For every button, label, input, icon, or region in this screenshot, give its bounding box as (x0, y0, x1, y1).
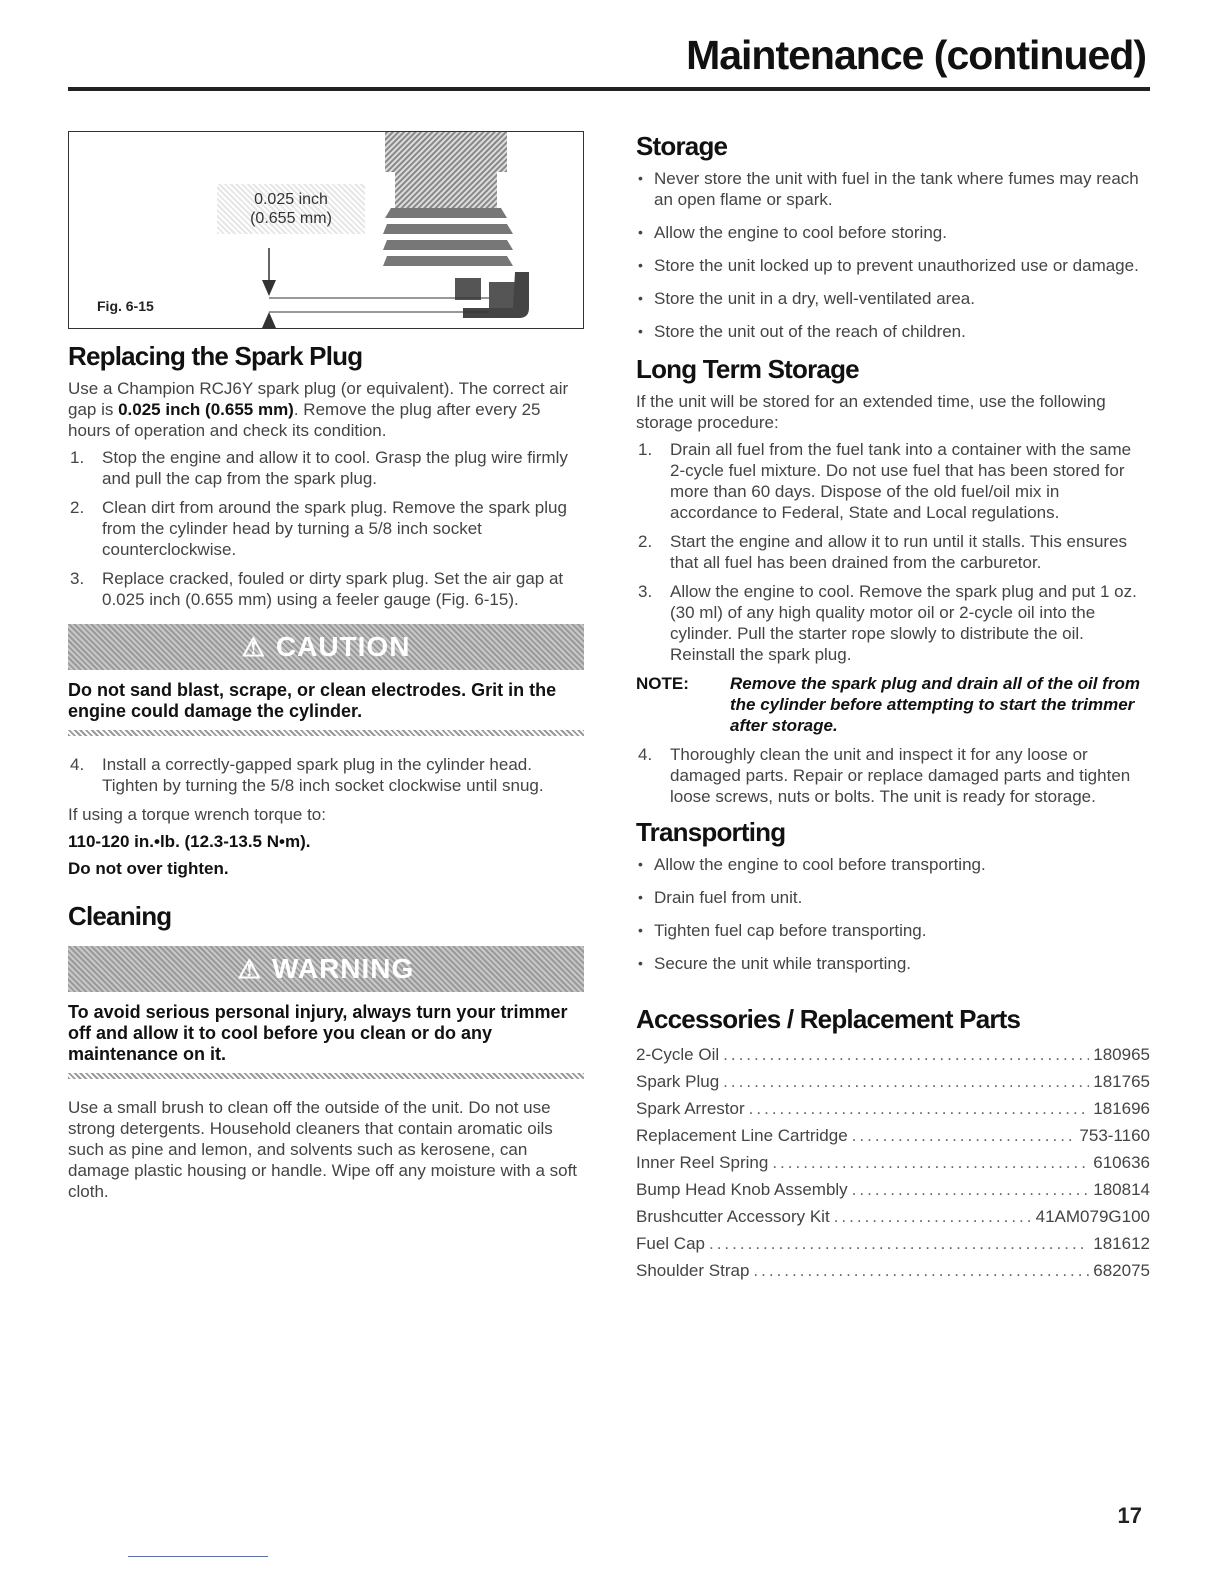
caution-rule (68, 730, 584, 736)
list-item (636, 1230, 1150, 1257)
torque-intro: If using a torque wrench torque to: (68, 805, 326, 824)
warning-text: To avoid serious personal injury, always turn your trimmer off and allow it to cool before you clean or do any maintenance on it. (68, 1002, 568, 1064)
leader-dots (749, 1095, 1090, 1122)
list-item (636, 744, 1150, 807)
part-name: 2-Cycle Oil (636, 1045, 720, 1064)
spark-plug-steps (68, 447, 584, 610)
list-item (636, 531, 1150, 573)
header-rule (68, 87, 1150, 91)
long-term-intro: If the unit will be stored for an extended time, use the following storage procedure: (636, 392, 1106, 432)
step-text: Drain all fuel from the fuel tank into a container with the same 2-cycle fuel mixture. Do not use fuel that has been stored for more than 60 days. Dispose of the old fuel/oil mix in accordance to Federal, State and Local regulations. (670, 440, 1132, 522)
warning-triangle-icon: ⚠ (237, 953, 262, 984)
note-text: Remove the spark plug and drain all of the oil from the cylinder before attempting to start the trimmer after storage. (730, 674, 1140, 735)
intro-text-b: . Remove the plug after every 25 hours of operation and check its condition. (68, 400, 541, 440)
long-term-step-4 (636, 744, 1150, 807)
step-number: 1. (70, 448, 85, 467)
intro-gap-bold: 0.025 inch (0.655 mm) (118, 400, 294, 419)
list-item (636, 439, 1150, 523)
part-name: Spark Plug (636, 1072, 720, 1091)
step-number: 2. (70, 498, 85, 517)
list-item: • Allow the engine to cool before transporting. (636, 854, 1150, 875)
transporting-bullets (636, 854, 1150, 974)
cleaning-body: Use a small brush to clean off the outside of the unit. Do not use strong detergents. Household cleaners that contain aromatic oils such as pine and lemon, and solvents such as kerosene, can damage plastic housing or handle. Wipe off any moisture with a soft cloth. (68, 1098, 578, 1201)
part-name: Replacement Line Cartridge (636, 1126, 848, 1145)
page-number: 17 (1117, 1503, 1142, 1528)
spark-plug-heading: Replacing the Spark Plug (68, 341, 363, 371)
part-number: 610636 (1093, 1153, 1150, 1172)
footer-line (128, 1556, 268, 1557)
list-item (636, 1149, 1150, 1176)
part-name: Spark Arrestor (636, 1099, 745, 1118)
caution-text: Do not sand blast, scrape, or clean electrodes. Grit in the engine could damage the cylinder. (68, 680, 557, 721)
caution-label: CAUTION (275, 631, 411, 662)
list-item (68, 447, 584, 489)
list-item (636, 1068, 1150, 1095)
step-number: 4. (70, 755, 85, 774)
storage-note (636, 673, 1150, 736)
leader-dots (852, 1122, 1076, 1149)
step-text: Allow the engine to cool. Remove the spark plug and put 1 oz. (30 ml) of any high quality motor oil or 2-cycle oil into the cylinder. Pull the starter rope slowly to distribute the oil. Reinstall the spark plug. (670, 582, 1137, 664)
step-number: 4. (638, 745, 653, 764)
left-column (68, 131, 584, 1208)
warning-banner (68, 946, 584, 992)
torque-warning: Do not over tighten. (68, 859, 229, 878)
part-number: 753-1160 (1079, 1126, 1150, 1145)
list-item (68, 754, 584, 796)
step-text: Clean dirt from around the spark plug. Remove the spark plug from the cylinder head by turning a 5/8 inch socket counterclockwise. (102, 498, 567, 559)
list-item: • Drain fuel from unit. (636, 887, 1150, 908)
part-number: 181765 (1093, 1072, 1150, 1091)
page-header-title: Maintenance (continued) (686, 32, 1146, 78)
list-item (68, 568, 584, 610)
right-column (636, 131, 1150, 1284)
storage-bullets (636, 168, 1150, 342)
leader-dots (753, 1257, 1089, 1284)
warning-label: WARNING (271, 953, 415, 984)
list-item: • Allow the engine to cool before storing. (636, 222, 1150, 243)
note-label: NOTE: (636, 674, 689, 693)
step-number: 3. (638, 582, 653, 601)
list-item (636, 1095, 1150, 1122)
list-item: • Store the unit in a dry, well-ventilated area. (636, 288, 1150, 309)
long-term-steps (636, 439, 1150, 665)
step-text: Thoroughly clean the unit and inspect it for any loose or damaged parts. Repair or replace damaged parts and tighten loose screws, nuts or bolts. The unit is ready for storage. (670, 745, 1131, 806)
list-item (636, 1257, 1150, 1284)
transporting-heading: Transporting (636, 817, 786, 847)
part-number: 682075 (1093, 1261, 1150, 1280)
part-name: Inner Reel Spring (636, 1153, 769, 1172)
leader-dots (852, 1176, 1090, 1203)
intro-text-a: Use a Champion RCJ6Y spark plug (or equivalent). The correct air gap is (68, 379, 569, 419)
list-item: • Tighten fuel cap before transporting. (636, 920, 1150, 941)
step-number: 1. (638, 440, 653, 459)
accessories-list (636, 1041, 1150, 1284)
caution-banner (68, 624, 584, 670)
part-number: 181696 (1093, 1099, 1150, 1118)
list-item: • Secure the unit while transporting. (636, 953, 1150, 974)
leader-dots (772, 1149, 1089, 1176)
step-text: Install a correctly-gapped spark plug in the cylinder head. Tighten by turning the 5/8 inch socket clockwise until snug. (102, 755, 544, 795)
part-number: 180965 (1093, 1045, 1150, 1064)
leader-dots (709, 1230, 1089, 1257)
gap-measurement-label (217, 184, 365, 234)
step-number: 2. (638, 532, 653, 551)
torque-value: 110-120 in.•lb. (12.3-13.5 N•m). (68, 832, 311, 851)
list-item: • Never store the unit with fuel in the tank where fumes may reach an open flame or spark. (636, 168, 1150, 210)
list-item (636, 1203, 1150, 1230)
leader-dots (723, 1041, 1089, 1068)
gap-mm: (0.655 mm) (250, 210, 332, 227)
spark-plug-step-4 (68, 754, 584, 796)
step-text: Replace cracked, fouled or dirty spark plug. Set the air gap at 0.025 inch (0.655 mm) using a feeler gauge (Fig. 6-15). (102, 569, 564, 609)
step-text: Start the engine and allow it to run until it stalls. This ensures that all fuel has been drained from the carburetor. (670, 532, 1128, 572)
list-item (636, 1041, 1150, 1068)
gap-inch: 0.025 inch (254, 191, 328, 208)
part-number: 180814 (1093, 1180, 1150, 1199)
storage-heading: Storage (636, 131, 728, 161)
part-name: Bump Head Knob Assembly (636, 1180, 848, 1199)
long-term-storage-heading: Long Term Storage (636, 354, 859, 384)
list-item: • Store the unit locked up to prevent unauthorized use or damage. (636, 255, 1150, 276)
step-number: 3. (70, 569, 85, 588)
spark-plug-figure (68, 131, 584, 329)
leader-dots (834, 1203, 1032, 1230)
leader-dots (723, 1068, 1089, 1095)
part-name: Brushcutter Accessory Kit (636, 1207, 830, 1226)
part-number: 181612 (1093, 1234, 1150, 1253)
part-name: Fuel Cap (636, 1234, 705, 1253)
accessories-heading: Accessories / Replacement Parts (636, 1004, 1021, 1034)
list-item (636, 581, 1150, 665)
list-item: • Store the unit out of the reach of children. (636, 321, 1150, 342)
step-text: Stop the engine and allow it to cool. Grasp the plug wire firmly and pull the cap from the spark plug. (102, 448, 568, 488)
list-item (636, 1176, 1150, 1203)
warning-triangle-icon: ⚠ (241, 631, 266, 662)
spark-plug-intro (68, 378, 584, 441)
figure-label: Fig. 6-15 (97, 298, 154, 314)
list-item (68, 497, 584, 560)
list-item (636, 1122, 1150, 1149)
warning-rule (68, 1073, 584, 1079)
cleaning-heading: Cleaning (68, 901, 172, 931)
part-name: Shoulder Strap (636, 1261, 750, 1280)
part-number: 41AM079G100 (1035, 1207, 1150, 1226)
